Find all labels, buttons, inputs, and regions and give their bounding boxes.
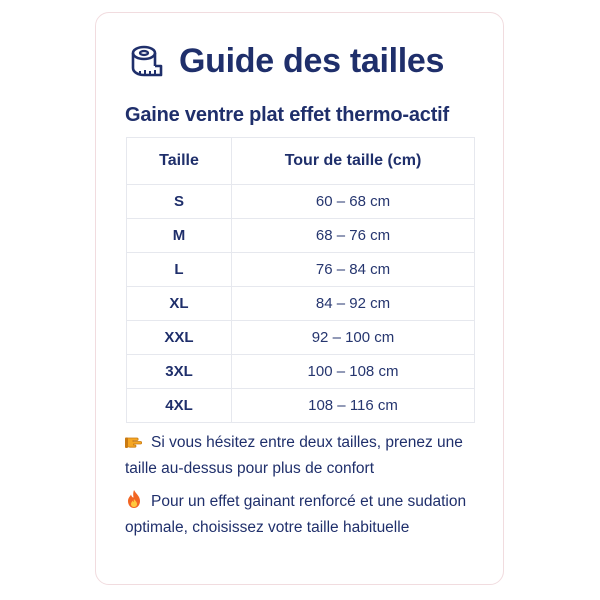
waist-cell: 100 – 108 cm xyxy=(232,355,475,389)
tip-note xyxy=(125,489,480,539)
table-row xyxy=(127,253,475,287)
waist-cell: 92 – 100 cm xyxy=(232,321,475,355)
size-guide-card xyxy=(95,12,504,585)
size-cell: 3XL xyxy=(127,355,232,389)
header xyxy=(129,41,444,81)
waist-cell: 108 – 116 cm xyxy=(232,389,475,423)
product-subtitle: Gaine ventre plat effet thermo-actif xyxy=(125,104,449,126)
pointing-hand-icon xyxy=(125,432,145,457)
table-header-row xyxy=(127,138,475,185)
waist-cell: 68 – 76 cm xyxy=(232,219,475,253)
table-row xyxy=(127,287,475,321)
page-title: Guide des tailles xyxy=(179,41,445,80)
table-row xyxy=(127,389,475,423)
fire-icon xyxy=(125,489,145,516)
waist-cell: 76 – 84 cm xyxy=(232,253,475,287)
column-header-size: Taille xyxy=(127,138,232,185)
tip-note xyxy=(125,431,480,480)
table-row xyxy=(127,185,475,219)
table-row xyxy=(127,321,475,355)
table-row xyxy=(127,219,475,253)
waist-cell: 60 – 68 cm xyxy=(232,185,475,219)
size-cell: L xyxy=(127,253,232,287)
table-row xyxy=(127,355,475,389)
size-cell: XXL xyxy=(127,321,232,355)
size-table xyxy=(126,137,475,423)
size-cell: M xyxy=(127,219,232,253)
size-cell: XL xyxy=(127,287,232,321)
size-cell: S xyxy=(127,185,232,219)
size-cell: 4XL xyxy=(127,389,232,423)
tip-note-text: Si vous hésitez entre deux tailles, prenez une taille au-dessus pour plus de confort xyxy=(125,434,463,477)
tip-note-text: Pour un effet gainant renforcé et une sudation optimale, choisissez votre taille habituelle xyxy=(125,493,467,536)
tape-measure-icon xyxy=(129,43,165,79)
column-header-waist: Tour de taille (cm) xyxy=(232,138,475,185)
waist-cell: 84 – 92 cm xyxy=(232,287,475,321)
